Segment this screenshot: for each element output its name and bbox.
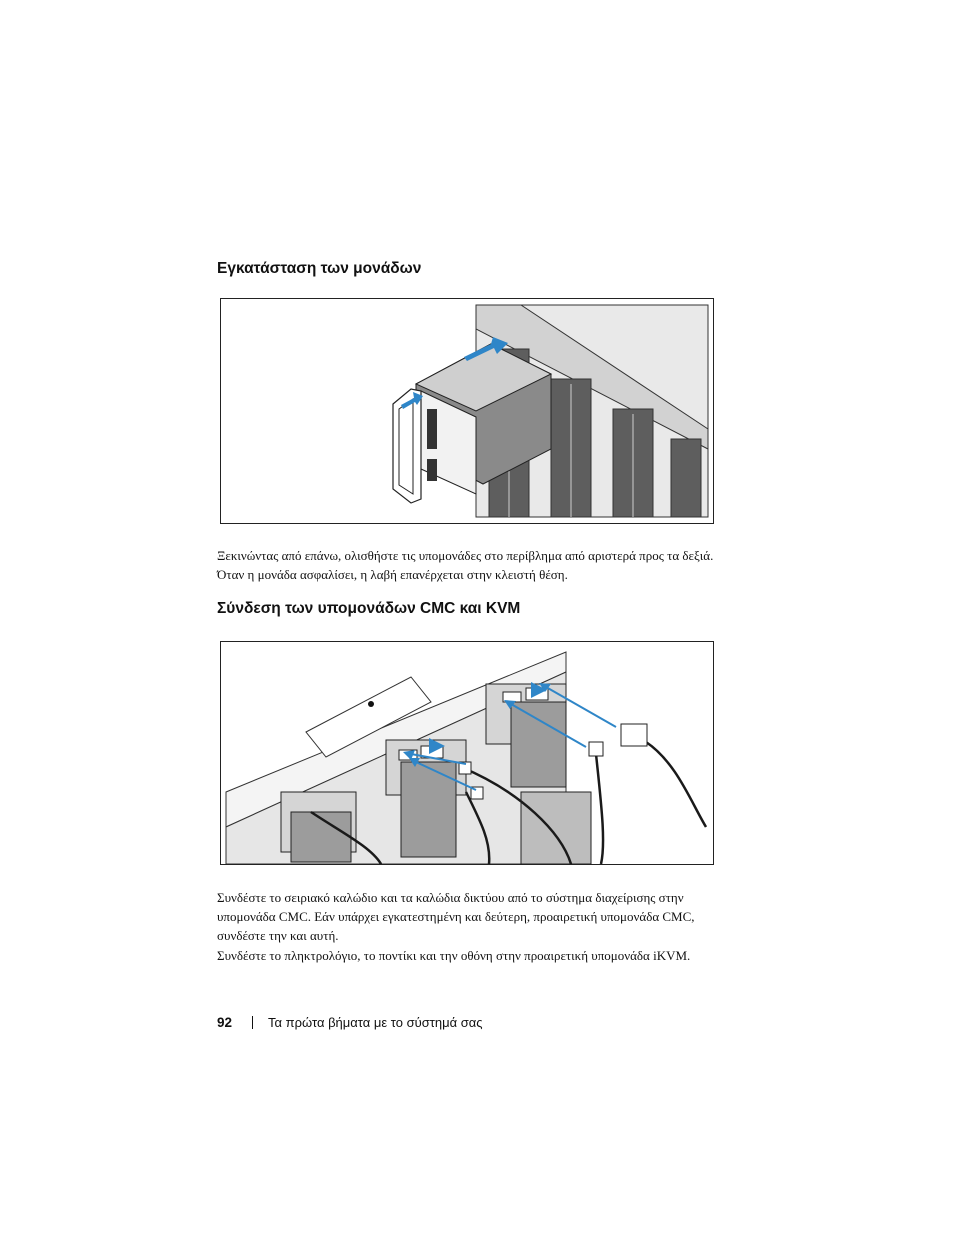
page-number: 92	[217, 1015, 233, 1030]
figure-install-modules	[220, 298, 714, 524]
page-footer	[217, 1015, 483, 1030]
footer-divider	[252, 1016, 253, 1029]
module-install-illustration	[221, 299, 713, 523]
figure-connect-cmc-kvm	[220, 641, 714, 865]
section2-body-1: Συνδέστε το σειριακό καλώδιο και τα καλώδια δικτύου από το σύστημα διαχείρισης στην υπομονάδα CMC. Εάν υπάρχει εγκατεστημένη και δεύτερη, προαιρετική υπομονάδα CMC, συνδέστε την και αυτή.	[217, 890, 695, 943]
cmc-kvm-connection-illustration	[221, 642, 713, 864]
section1-body: Ξεκινώντας από επάνω, ολισθήστε τις υπομονάδες στο περίβλημα από αριστερά προς τα δεξιά. Όταν η μονάδα ασφαλίσει, η λαβή επανέρχεται στην κλειστή θέση.	[217, 548, 714, 582]
section2-body-2: Συνδέστε το πληκτρολόγιο, το ποντίκι και την οθόνη στην προαιρετική υπομονάδα iKVM.	[217, 948, 691, 963]
section-heading-connect-cmc-kvm: Σύνδεση των υπομονάδων CMC και KVM	[217, 600, 521, 617]
footer-title: Τα πρώτα βήματα με το σύστημά σας	[268, 1015, 483, 1030]
section-heading-install-modules: Εγκατάσταση των μονάδων	[217, 260, 422, 277]
